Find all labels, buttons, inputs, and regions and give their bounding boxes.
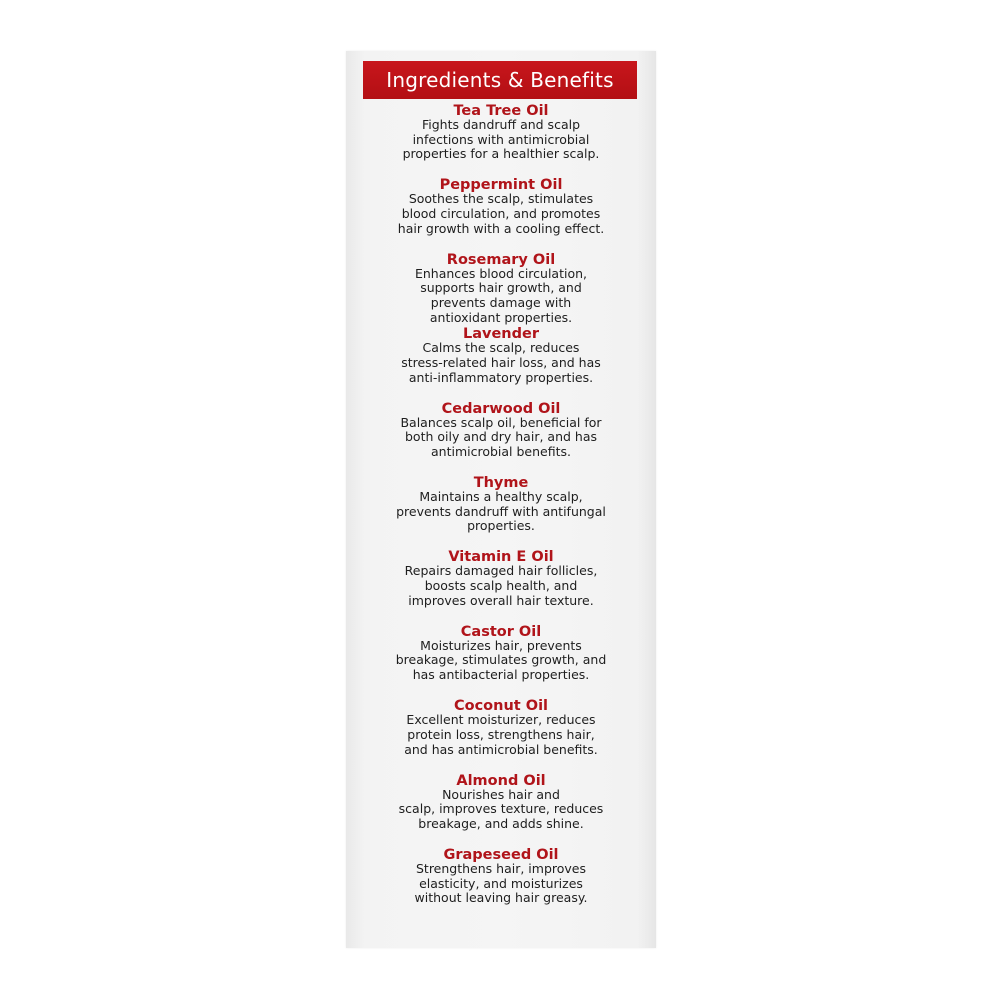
ingredient-item xyxy=(346,252,656,326)
ingredient-item xyxy=(346,773,656,847)
ingredient-description: Repairs damaged hair follicles, boosts scalp health, and improves overall hair texture. xyxy=(404,563,598,608)
ingredient-item xyxy=(346,698,656,772)
ingredient-description: Moisturizes hair, prevents breakage, stimulates growth, and has antibacterial properties. xyxy=(395,637,607,683)
ingredient-description: Balances scalp oil, beneficial for both oily and dry hair, and has antimicrobial benefits. xyxy=(400,414,602,459)
ingredient-description: Calms the scalp, reduces stress-related hair loss, and has anti-inflammatory properties. xyxy=(401,340,601,385)
ingredient-name: Cedarwood Oil xyxy=(441,400,561,417)
heading-title: Ingredients & Benefits xyxy=(386,68,614,92)
ingredient-item xyxy=(346,326,656,400)
ingredient-item xyxy=(346,475,656,549)
ingredient-item xyxy=(346,549,656,623)
ingredient-list xyxy=(346,103,656,921)
ingredient-name: Coconut Oil xyxy=(453,698,549,715)
ingredient-name: Almond Oil xyxy=(456,772,546,789)
ingredient-description: Strengthens hair, improves elasticity, and moisturizes without leaving hair greasy. xyxy=(414,860,588,906)
ingredient-name: Tea Tree Oil xyxy=(453,103,549,119)
ingredient-name: Thyme xyxy=(473,474,529,491)
ingredient-item xyxy=(346,401,656,475)
heading-banner xyxy=(363,61,637,99)
ingredient-name: Castor Oil xyxy=(460,623,542,640)
ingredient-name: Lavender xyxy=(463,326,539,343)
ingredient-description: Enhances blood circulation, supports hair growth, and prevents damage with antioxidant properties. xyxy=(414,265,588,325)
ingredient-name: Rosemary Oil xyxy=(446,251,556,268)
ingredient-name: Vitamin E Oil xyxy=(448,549,554,566)
ingredient-description: Maintains a healthy scalp, prevents dandruff with antifungal properties. xyxy=(396,488,606,534)
ingredient-description: Fights dandruff and scalp infections with antimicrobial properties for a healthier scalp. xyxy=(402,117,600,162)
ingredient-description: Soothes the scalp, stimulates blood circulation, and promotes hair growth with a cooling effect. xyxy=(397,191,605,236)
ingredient-item xyxy=(346,847,656,921)
ingredient-description: Nourishes hair and scalp, improves texture, reduces breakage, and adds shine. xyxy=(398,786,604,831)
ingredient-item xyxy=(346,177,656,251)
ingredient-name: Grapeseed Oil xyxy=(443,846,559,863)
ingredient-name: Peppermint Oil xyxy=(439,177,563,194)
ingredient-item xyxy=(346,624,656,698)
ingredient-item xyxy=(346,103,656,177)
ingredient-description: Excellent moisturizer, reduces protein loss, strengthens hair, and has antimicrobial benefits. xyxy=(404,712,598,757)
